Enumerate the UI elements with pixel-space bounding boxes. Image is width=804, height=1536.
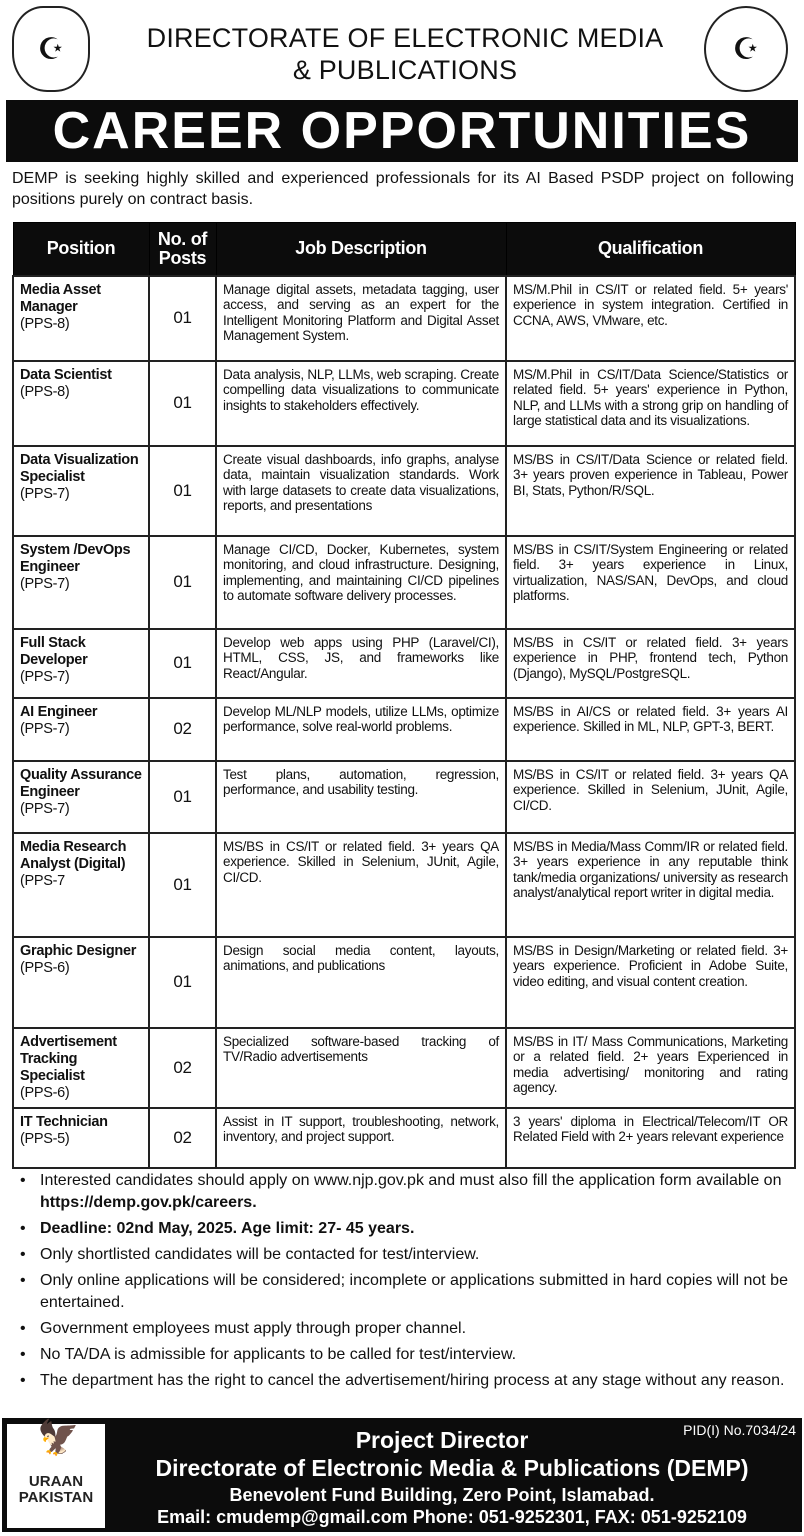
position-cell: [13, 833, 149, 937]
description-cell: Manage digital assets, metadata tagging, user access, and serving as an expert for the Intelligent Monitoring Platform and Digital Asset Management System.: [216, 276, 506, 361]
table-row: [13, 446, 795, 536]
pay-scale: (PPS-7): [20, 575, 70, 592]
description-cell: Design social media content, layouts, animations, and publications: [216, 937, 506, 1028]
pay-scale: (PPS-5): [20, 1130, 70, 1147]
qualification-cell: MS/BS in CS/IT or related field. 3+ years experience in PHP, frontend tech, Python (Django), MySQL/PostgreSQL.: [506, 629, 795, 698]
apply-text: Interested candidates should apply on www.njp.gov.pk and must also fill the application form available on: [40, 1172, 782, 1189]
header-posts: No. of Posts: [149, 223, 216, 276]
qualification-cell: MS/M.Phil in CS/IT or related field. 5+ years' experience in system integration. Certified in CCNA, AWS, VMware, etc.: [506, 276, 795, 361]
footer-address: Benevolent Fund Building, Zero Point, Islamabad.: [229, 1485, 655, 1505]
position-cell: [13, 1028, 149, 1108]
notes-list: [16, 1170, 796, 1396]
pay-scale: (PPS-7): [20, 800, 70, 817]
qualification-cell: MS/BS in AI/CS or related field. 3+ years AI experience. Skilled in ML, NLP, GPT-3, BERT.: [506, 698, 795, 761]
qualification-cell: MS/BS in Media/Mass Comm/IR or related field. 3+ years experience in any reputable think tank/media organizations/ university as research analyst/analytical report writer in digital media.: [506, 833, 795, 937]
position-cell: [13, 361, 149, 446]
footer-contact: Email: cmudemp@gmail.com Phone: 051-9252301, FAX: 051-9252109: [157, 1507, 747, 1527]
pay-scale: (PPS-6): [20, 1084, 70, 1101]
posts-cell: 01: [149, 536, 216, 629]
qualification-cell: MS/BS in IT/ Mass Communications, Marketing or a related field. 2+ years Experienced in media advertising/ monitoring and rating agency.: [506, 1028, 795, 1108]
pay-scale: (PPS-7): [20, 485, 70, 502]
position-name: System /DevOps Engineer: [20, 541, 131, 575]
pid-number: PID(I) No.7034/24: [683, 1422, 796, 1438]
pay-scale: (PPS-8): [20, 315, 70, 332]
pay-scale: (PPS-7): [20, 668, 70, 685]
description-cell: Data analysis, NLP, LLMs, web scraping. Create compelling data visualizations to communicate insights to stakeholders effectively.: [216, 361, 506, 446]
pay-scale: (PPS-8): [20, 383, 70, 400]
note-item: • Only shortlisted candidates will be contacted for test/interview.: [16, 1244, 796, 1266]
posts-cell: 02: [149, 698, 216, 761]
position-name: Data Visualization Specialist: [20, 451, 139, 485]
table-row: [13, 833, 795, 937]
table-row: [13, 761, 795, 833]
org-line-1: DIRECTORATE OF ELECTRONIC MEDIA: [146, 23, 664, 53]
logo-line-2: PAKISTAN: [18, 1489, 94, 1506]
posts-cell: 01: [149, 276, 216, 361]
position-cell: [13, 761, 149, 833]
table-row: [13, 1028, 795, 1108]
position-name: Media Research Analyst (Digital): [20, 838, 127, 872]
table-row: [13, 698, 795, 761]
description-cell: Specialized software-based tracking of TV/Radio advertisements: [216, 1028, 506, 1108]
position-name: Advertisement Tracking Specialist: [20, 1033, 117, 1084]
position-cell: [13, 1108, 149, 1168]
description-cell: Develop web apps using PHP (Laravel/CI), HTML, CSS, JS, and frameworks like React/Angular.: [216, 629, 506, 698]
pay-scale: (PPS-7: [20, 872, 65, 889]
position-name: Full Stack Developer: [20, 634, 88, 668]
position-cell: [13, 937, 149, 1028]
position-name: Quality Assurance Engineer: [20, 766, 142, 800]
careers-link[interactable]: https://demp.gov.pk/careers.: [40, 1194, 257, 1211]
position-name: Data Scientist: [20, 366, 112, 383]
position-cell: [13, 446, 149, 536]
description-cell: Assist in IT support, troubleshooting, network, inventory, and project support.: [216, 1108, 506, 1168]
pay-scale: (PPS-7): [20, 720, 70, 737]
note-apply: [16, 1170, 796, 1214]
table-row: [13, 361, 795, 446]
header-position: Position: [13, 223, 149, 276]
note-item: • No TA/DA is admissible for applicants to be called for test/interview.: [16, 1344, 796, 1366]
qualification-cell: MS/M.Phil in CS/IT/Data Science/Statistics or related field. 5+ years' experience in Python, NLP, and LLMs with a strong grip on handling of large statistical data and its visualizations.: [506, 361, 795, 446]
posts-cell: 01: [149, 937, 216, 1028]
description-cell: Test plans, automation, regression, performance, and usability testing.: [216, 761, 506, 833]
intro-text: DEMP is seeking highly skilled and experienced professionals for its AI Based PSDP project on following positions purely on contract basis.: [12, 170, 794, 208]
posts-cell: 02: [149, 1028, 216, 1108]
header-description: Job Description: [216, 223, 506, 276]
deadline-text: Deadline: 02nd May, 2025. Age limit: 27- 45 years.: [40, 1220, 415, 1237]
position-name: Graphic Designer: [20, 942, 137, 959]
qualification-cell: MS/BS in CS/IT/Data Science or related field. 3+ years proven experience in Tableau, Power BI, Stats, Python/R/SQL.: [506, 446, 795, 536]
note-item: • Only online applications will be considered; incomplete or applications submitted in hard copies will not be entertained.: [16, 1270, 796, 1314]
description-cell: Create visual dashboards, info graphs, analyse data, maintain visualization standards. Work with large datasets to create data visualizations, reports, and presentations: [216, 446, 506, 536]
qualification-cell: MS/BS in Design/Marketing or related field. 3+ years experience. Proficient in Adobe Suite, video editing, and visual content creation.: [506, 937, 795, 1028]
qualification-cell: MS/BS in CS/IT/System Engineering or related field. 3+ years experience in Linux, virtualization, NAS/SAN, DevOps, and cloud platforms.: [506, 536, 795, 629]
uraan-pakistan-logo: [7, 1419, 105, 1528]
footer-org: Directorate of Electronic Media & Publications (DEMP): [155, 1455, 749, 1481]
pay-scale: (PPS-6): [20, 959, 70, 976]
table-row: [13, 536, 795, 629]
posts-cell: 01: [149, 761, 216, 833]
description-cell: Develop ML/NLP models, utilize LLMs, optimize performance, solve real-world problems.: [216, 698, 506, 761]
position-name: AI Engineer: [20, 703, 98, 720]
eagle-icon: 🦅: [37, 1419, 80, 1457]
qualification-cell: 3 years' diploma in Electrical/Telecom/IT OR Related Field with 2+ years relevant experience: [506, 1108, 795, 1168]
table-row: [13, 937, 795, 1028]
position-cell: [13, 698, 149, 761]
position-name: Media Asset Manager: [20, 281, 101, 315]
footer: [2, 1418, 802, 1532]
page-title: CAREER OPPORTUNITIES: [6, 100, 798, 162]
description-cell: MS/BS in CS/IT or related field. 3+ years QA experience. Skilled in Selenium, JUnit, Agile, CI/CD.: [216, 833, 506, 937]
position-cell: [13, 536, 149, 629]
qualification-cell: MS/BS in CS/IT or related field. 3+ years QA experience. Skilled in Selenium, JUnit, Agile, CI/CD.: [506, 761, 795, 833]
posts-cell: 01: [149, 833, 216, 937]
header-qualification: Qualification: [506, 223, 795, 276]
note-item: • The department has the right to cancel the advertisement/hiring process at any stage without any reason.: [16, 1370, 796, 1392]
position-cell: [13, 629, 149, 698]
table-row: [13, 276, 795, 361]
table-row: [13, 1108, 795, 1168]
table-row: [13, 629, 795, 698]
logo-line-1: URAAN: [28, 1473, 84, 1490]
position-name: IT Technician: [20, 1113, 108, 1130]
footer-title: Project Director: [355, 1427, 529, 1453]
posts-cell: 01: [149, 446, 216, 536]
positions-table: [12, 222, 796, 1169]
posts-cell: 01: [149, 629, 216, 698]
description-cell: Manage CI/CD, Docker, Kubernetes, system monitoring, and cloud infrastructure. Designing, implementing, and maintaining CI/CD pipelines to automate software delivery processes.: [216, 536, 506, 629]
org-name: [110, 22, 700, 86]
org-line-2: & PUBLICATIONS: [292, 55, 518, 85]
note-deadline: [16, 1218, 796, 1240]
posts-cell: 01: [149, 361, 216, 446]
demp-seal-icon: ☪: [704, 6, 788, 92]
note-item: • Government employees must apply through proper channel.: [16, 1318, 796, 1340]
government-emblem-icon: ☪: [12, 6, 90, 92]
position-cell: [13, 276, 149, 361]
header: [0, 0, 804, 100]
posts-cell: 02: [149, 1108, 216, 1168]
